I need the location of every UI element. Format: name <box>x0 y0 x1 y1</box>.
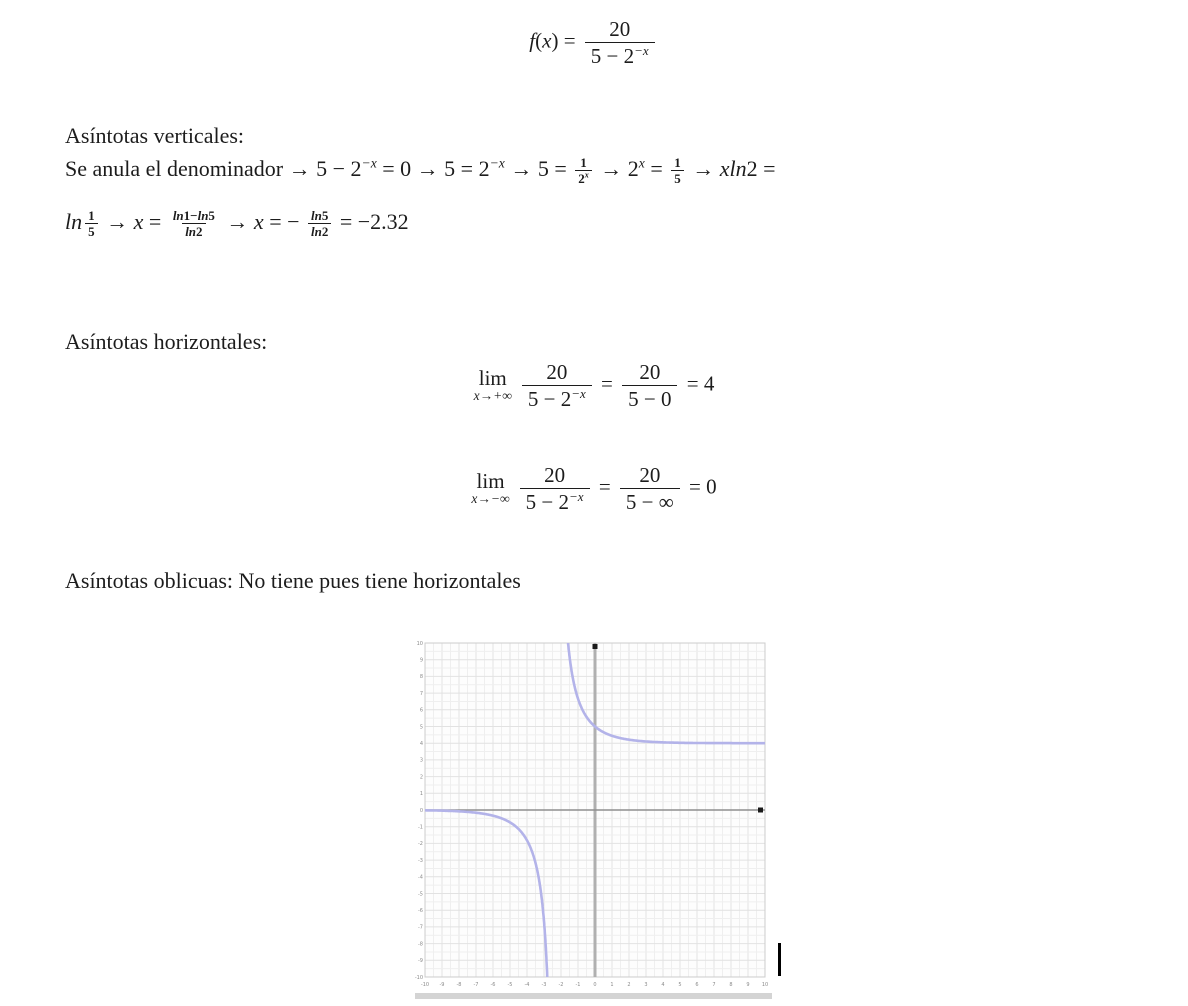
svg-text:-5: -5 <box>507 982 513 988</box>
y-axis-end-marker <box>593 644 598 649</box>
svg-text:-7: -7 <box>418 924 423 931</box>
vertical-asymptotes-derivation-line2: ln $\frac{1}{5}$ → x = $\frac{\ln 1-\ln 5}{\ln 2}$ → x = − $\frac{\ln 5}{\ln 2}$ = −2.32 <box>65 208 409 240</box>
svg-text:-7: -7 <box>473 982 479 988</box>
svg-text:5: 5 <box>419 724 423 731</box>
function-definition-formula: f(x) = $\frac{20}{5 - 2^{-x}}$ <box>0 18 1188 67</box>
svg-text:-1: -1 <box>575 982 581 988</box>
fraction: $\frac{\ln 1-\ln 5}{\ln 2}$ <box>172 208 215 240</box>
embedded-graph[interactable] <box>415 635 772 1002</box>
svg-text:-3: -3 <box>418 857 423 864</box>
svg-text:10: 10 <box>416 640 423 647</box>
limit-operator: lim x→−∞ <box>471 469 510 507</box>
svg-text:0: 0 <box>593 982 597 988</box>
svg-text:9: 9 <box>419 657 423 664</box>
vertical-asymptotes-heading: Asíntotas verticales: <box>65 123 245 148</box>
svg-text:5: 5 <box>678 982 682 988</box>
svg-text:-6: -6 <box>418 908 423 914</box>
svg-text:6: 6 <box>419 707 423 714</box>
svg-text:-3: -3 <box>541 982 547 988</box>
svg-text:-4: -4 <box>524 982 530 988</box>
svg-text:0: 0 <box>419 807 423 814</box>
limit-operator: lim x→+∞ <box>473 366 512 404</box>
svg-text:-9: -9 <box>418 958 423 965</box>
svg-text:7: 7 <box>419 690 423 697</box>
svg-text:-10: -10 <box>415 974 423 981</box>
svg-text:7: 7 <box>712 982 716 988</box>
svg-text:8: 8 <box>729 982 733 988</box>
svg-text:6: 6 <box>695 982 699 988</box>
fraction: $\frac{20}{5 - 2^{-x}}$ <box>520 464 590 513</box>
svg-text:4: 4 <box>661 982 665 988</box>
svg-text:9: 9 <box>746 982 750 988</box>
svg-text:-2: -2 <box>558 982 564 988</box>
svg-text:-8: -8 <box>456 982 462 988</box>
fraction: $\frac{1}{2^x}$ <box>575 156 592 185</box>
svg-text:-8: -8 <box>418 941 423 948</box>
graph-scrollbar <box>415 993 772 999</box>
svg-text:-2: -2 <box>418 841 423 848</box>
svg-text:-6: -6 <box>490 982 496 988</box>
fraction: $\frac{20}{5 - 0}$ <box>622 361 677 410</box>
vertical-asymptotes-derivation-line1: Se anula el denominador → $5 - 2^{-x} = 0 \to 5 = 2^{-x} \to 5$ = $\frac{1}{2^x}$ → $2^x$ = $\frac{1}{5}$ → xln2 = <box>65 155 776 187</box>
svg-text:-5: -5 <box>418 891 423 898</box>
svg-text:8: 8 <box>419 674 423 681</box>
fraction: $\frac{1}{5}$ <box>85 209 98 238</box>
fraction: $\frac{20}{5 - \infty}$ <box>620 464 680 513</box>
oblique-asymptotes-heading: Asíntotas oblicuas: No tiene pues tiene horizontales <box>65 568 521 593</box>
svg-text:3: 3 <box>644 982 648 988</box>
svg-text:-10: -10 <box>420 982 430 988</box>
fraction: $\frac{1}{5}$ <box>671 156 684 185</box>
svg-text:1: 1 <box>419 791 423 798</box>
svg-text:10: 10 <box>761 982 769 988</box>
limit-plus-infinity-formula: lim x→+∞ $\frac{20}{5 - 2^{-x}}$ = $\frac{20}{5 - 0}$ = 4 <box>473 360 715 412</box>
fraction: $\frac{20}{5 - 2^{-x}}$ <box>585 18 655 67</box>
svg-text:-1: -1 <box>418 824 423 831</box>
x-axis-end-marker <box>758 808 763 813</box>
svg-text:1: 1 <box>610 982 614 988</box>
horizontal-asymptotes-heading: Asíntotas horizontales: <box>65 329 268 354</box>
text-cursor <box>778 943 781 976</box>
svg-text:-4: -4 <box>418 874 423 881</box>
svg-text:3: 3 <box>419 757 423 764</box>
svg-text:4: 4 <box>419 741 423 747</box>
fraction: $\frac{\ln 5}{\ln 2}$ <box>308 209 331 238</box>
graph-svg <box>415 635 772 1002</box>
svg-text:2: 2 <box>627 982 631 988</box>
svg-text:2: 2 <box>419 774 423 781</box>
svg-text:-9: -9 <box>439 982 445 988</box>
fraction: $\frac{20}{5 - 2^{-x}}$ <box>522 361 592 410</box>
limit-minus-infinity-formula: lim x→−∞ $\frac{20}{5 - 2^{-x}}$ = $\frac{20}{5 - \infty}$ = 0 <box>471 463 717 515</box>
